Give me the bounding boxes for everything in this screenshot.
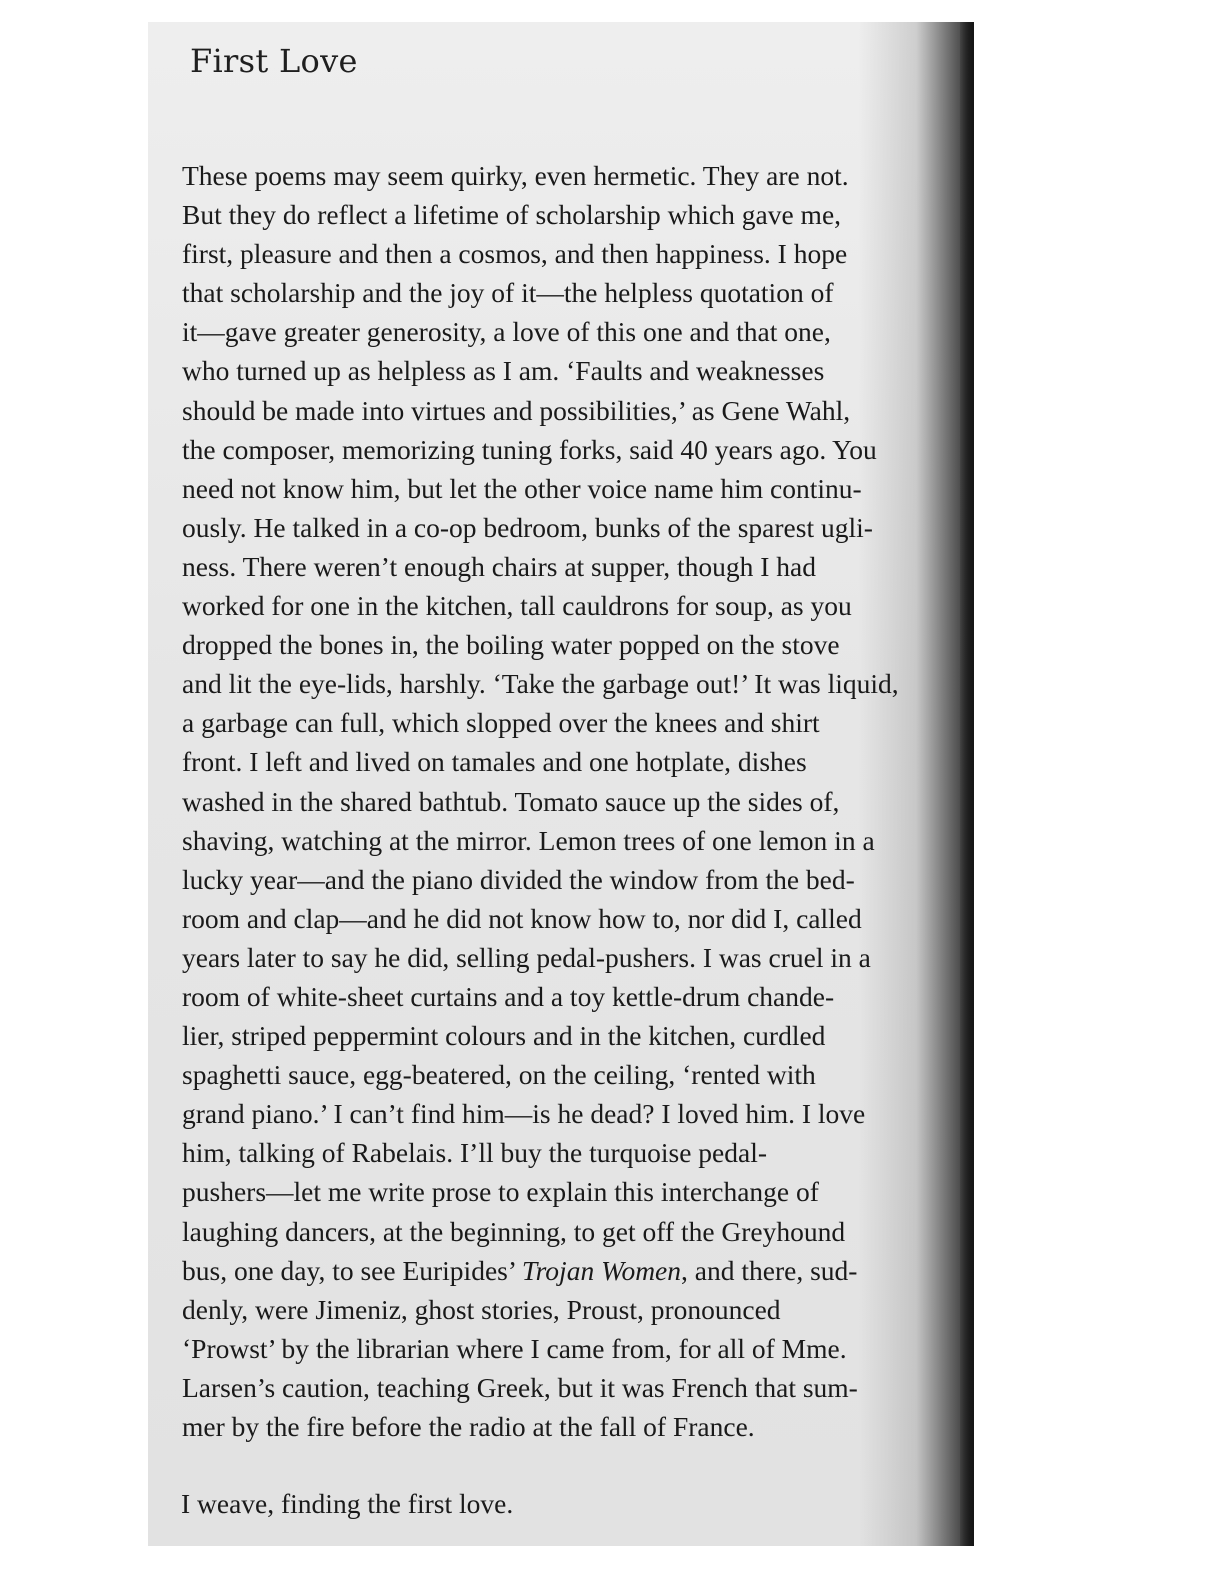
- text-line: years later to say he did, selling pedal-pushers. I was cruel in a: [182, 941, 871, 973]
- text-line: and lit the eye-lids, harshly. ‘Take the garbage out!’ It was liquid,: [182, 668, 899, 700]
- text-line: who turned up as helpless as I am. ‘Faults and weaknesses: [182, 355, 825, 387]
- text-line: ness. There weren’t enough chairs at supper, though I had: [182, 550, 817, 582]
- prose-paragraph: [182, 156, 952, 1446]
- text-line: front. I left and lived on tamales and one hotplate, dishes: [182, 746, 807, 778]
- text-segment: , and there, sud-: [681, 1254, 858, 1286]
- text-line: [182, 1251, 952, 1290]
- italic-title: Trojan Women: [521, 1254, 682, 1286]
- text-line: But they do reflect a lifetime of scholarship which gave me,: [182, 199, 842, 231]
- text-line: need not know him, but let the other voice name him continu-: [182, 472, 862, 504]
- text-line: it—gave greater generosity, a love of this one and that one,: [182, 316, 831, 348]
- text-line: room of white-sheet curtains and a toy kettle-drum chande-: [182, 980, 835, 1012]
- text-line: grand piano.’ I can’t find him—is he dead? I loved him. I love: [182, 1098, 866, 1130]
- text-line: These poems may seem quirky, even hermetic. They are not.: [182, 160, 849, 191]
- book-page-photo: [148, 22, 974, 1546]
- text-line: washed in the shared bathtub. Tomato sauce up the sides of,: [182, 785, 840, 817]
- text-line: laughing dancers, at the beginning, to get off the Greyhound: [182, 1215, 846, 1247]
- text-line: spaghetti sauce, egg-beatered, on the ceiling, ‘rented with: [182, 1059, 816, 1091]
- page-title: First Love: [190, 42, 358, 80]
- text-line: mer by the fire before the radio at the fall of France.: [182, 1411, 755, 1442]
- text-line: lucky year—and the piano divided the window from the bed-: [182, 863, 855, 895]
- book-spine-shadow: [960, 22, 974, 1546]
- text-line: denly, were Jimeniz, ghost stories, Proust, pronounced: [182, 1293, 781, 1325]
- text-line: first, pleasure and then a cosmos, and then happiness. I hope: [182, 238, 848, 270]
- text-line: pushers—let me write prose to explain this interchange of: [182, 1176, 819, 1208]
- text-line: lier, striped peppermint colours and in the kitchen, curdled: [182, 1020, 826, 1052]
- text-line: him, talking of Rabelais. I’ll buy the turquoise pedal-: [182, 1137, 768, 1169]
- text-line: ously. He talked in a co-op bedroom, bunks of the sparest ugli-: [182, 511, 873, 543]
- text-line: the composer, memorizing tuning forks, said 40 years ago. You: [182, 433, 877, 465]
- text-line: worked for one in the kitchen, tall cauldrons for soup, as you: [182, 590, 852, 622]
- text-line: should be made into virtues and possibilities,’ as Gene Wahl,: [182, 394, 851, 426]
- text-line: that scholarship and the joy of it—the helpless quotation of: [182, 277, 834, 309]
- text-line: ‘Prowst’ by the librarian where I came from, for all of Mme.: [182, 1332, 847, 1364]
- text-line: dropped the bones in, the boiling water popped on the stove: [182, 629, 840, 661]
- text-line: a garbage can full, which slopped over the knees and shirt: [182, 707, 820, 739]
- text-line: shaving, watching at the mirror. Lemon trees of one lemon in a: [182, 824, 875, 856]
- closing-line: I weave, finding the first love.: [181, 1488, 514, 1519]
- text-line: Larsen’s caution, teaching Greek, but it was French that sum-: [182, 1371, 858, 1403]
- text-segment: bus, one day, to see Euripides’: [182, 1254, 522, 1286]
- text-line: room and clap—and he did not know how to, nor did I, called: [182, 902, 862, 934]
